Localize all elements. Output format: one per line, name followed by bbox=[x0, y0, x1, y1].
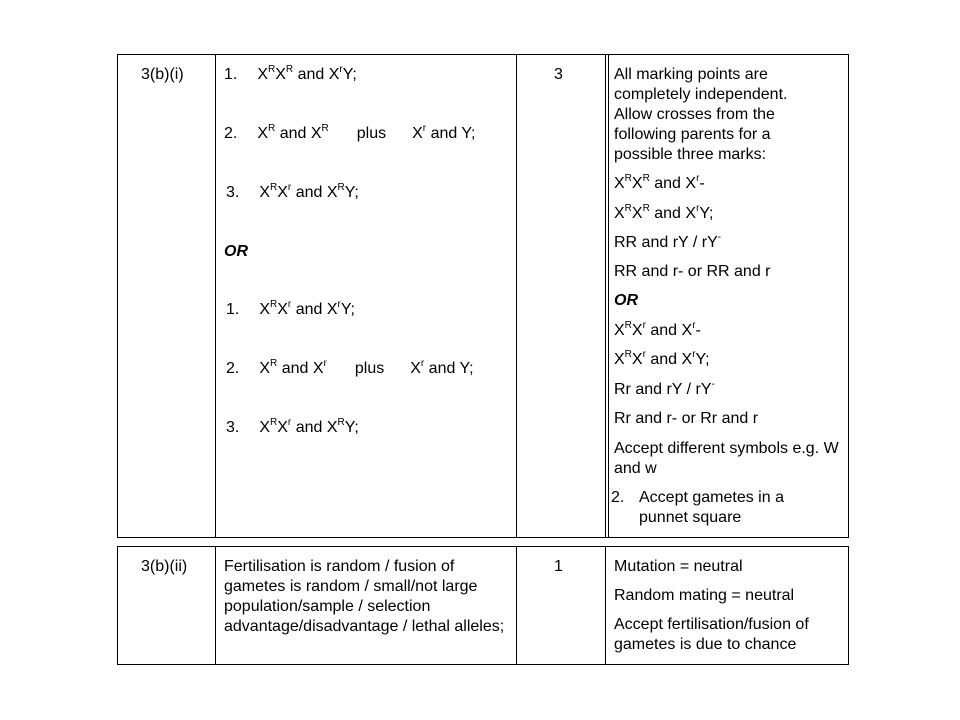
guidance-line: $X^RX^r$ and $X^r-$ bbox=[614, 320, 701, 339]
or-separator: OR bbox=[614, 292, 638, 309]
column-divider bbox=[605, 55, 606, 537]
guidance-item-number: 2. bbox=[611, 489, 625, 506]
guidance-line: Rr and rY / rY- bbox=[614, 379, 715, 398]
marks-value: 3 bbox=[554, 66, 563, 83]
answer-line: 2. $X^R$ and $X^r$ plus $X^r$ and Y; bbox=[226, 358, 474, 377]
question-number: 3(b)(i) bbox=[141, 66, 184, 83]
column-divider bbox=[516, 55, 517, 537]
guidance-intro: All marking points are completely independent. Allow crosses from the following parents for a possible three marks: bbox=[614, 66, 788, 163]
question-number: 3(b)(ii) bbox=[141, 558, 188, 575]
column-divider bbox=[215, 55, 216, 537]
column-divider bbox=[608, 55, 609, 537]
guidance-line: Mutation = neutral bbox=[614, 558, 743, 575]
column-divider bbox=[516, 547, 517, 664]
guidance-line: Accept gametes in a punnet square bbox=[639, 489, 784, 526]
answer-line: 2. $X^R$ and $X^R$ plus $X^r$ and Y; bbox=[224, 123, 476, 142]
column-divider bbox=[605, 547, 606, 664]
guidance-line: $X^RX^R$ and $X^rY$; bbox=[614, 203, 714, 222]
column-divider bbox=[215, 547, 216, 664]
answer-line: 3. $X^RX^r$ and $X^RY$; bbox=[226, 182, 359, 201]
or-separator: OR bbox=[224, 243, 248, 260]
guidance-line: RR and r- or RR and r bbox=[614, 263, 771, 280]
marks-value: 1 bbox=[554, 558, 563, 575]
answer-line: 1. $X^RX^R$ and $X^rY$; bbox=[224, 64, 357, 83]
answer-line: 3. $X^RX^r$ and $X^RY$; bbox=[226, 417, 359, 436]
answer-text: Fertilisation is random / fusion of gametes is random / small/not large population/sample / selection advantage/disadvantage / lethal alleles; bbox=[224, 558, 505, 635]
guidance-line: Accept fertilisation/fusion of gametes is due to chance bbox=[614, 616, 809, 653]
guidance-line: Accept different symbols e.g. W and w bbox=[614, 440, 839, 477]
guidance-line: Rr and r- or Rr and r bbox=[614, 410, 759, 427]
guidance-line: Random mating = neutral bbox=[614, 587, 795, 604]
guidance-line: $X^RX^r$ and $X^rY$; bbox=[614, 349, 710, 368]
guidance-line: $X^RX^R$ and $X^r-$ bbox=[614, 173, 705, 192]
guidance-line: RR and rY / rY- bbox=[614, 232, 722, 251]
answer-line: 1. $X^RX^r$ and $X^rY$; bbox=[226, 299, 355, 318]
